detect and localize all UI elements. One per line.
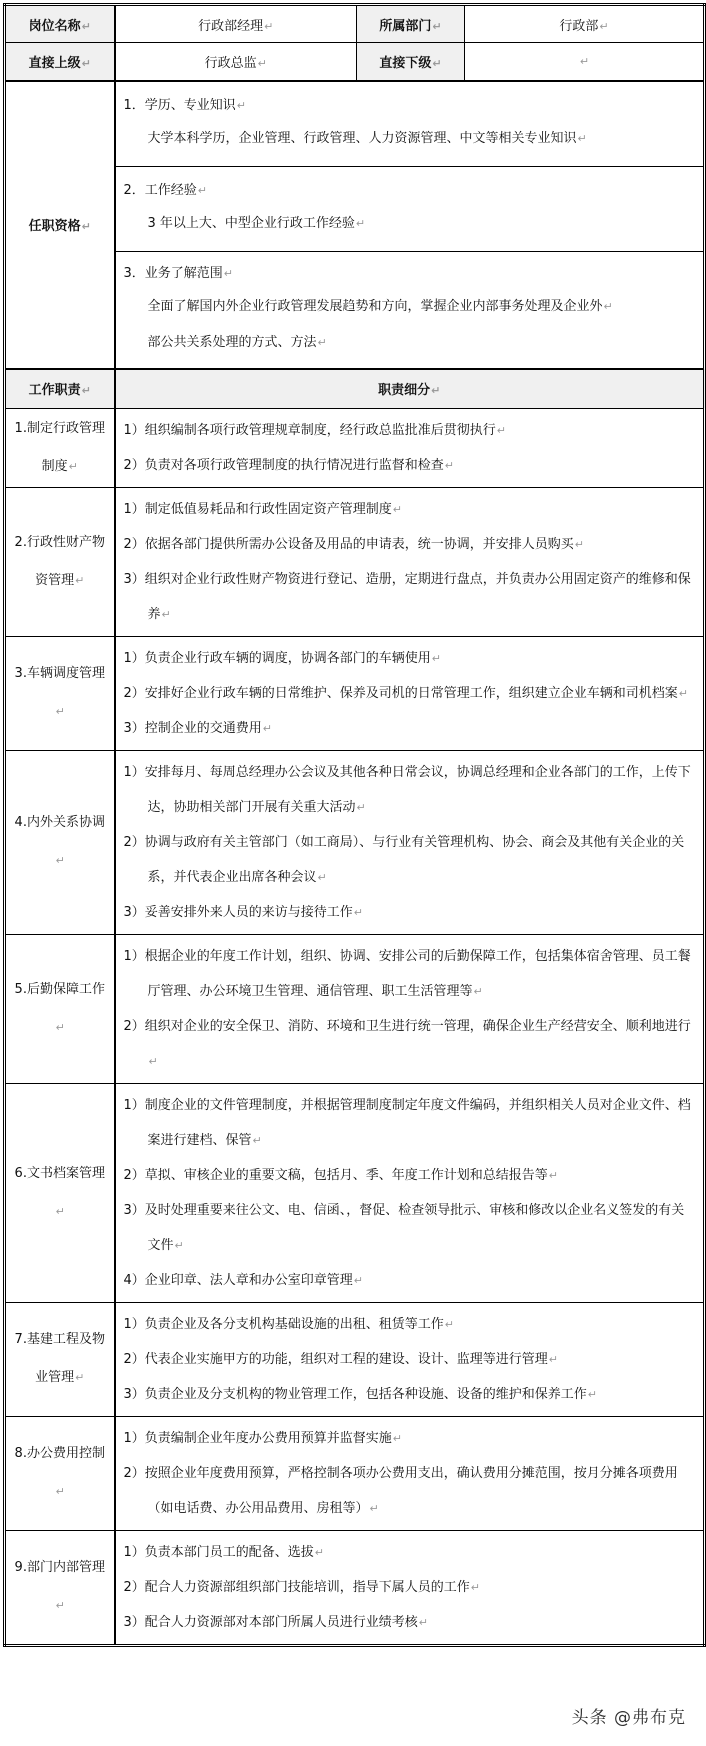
paragraph-mark-icon: ↵ bbox=[432, 56, 442, 70]
duty-name-cell bbox=[5, 487, 115, 636]
duty-name: 4.内外关系协调 bbox=[14, 815, 105, 830]
paragraph-mark-icon: ↵ bbox=[75, 573, 85, 587]
paragraph-mark-icon: ↵ bbox=[252, 1133, 262, 1147]
duty-name-cell bbox=[5, 750, 115, 934]
paragraph-mark-icon: ↵ bbox=[470, 1580, 480, 1594]
department-value-cell bbox=[465, 5, 705, 43]
paragraph-mark-icon: ↵ bbox=[81, 384, 91, 397]
duty-name: 8.办公费用控制 bbox=[14, 1446, 105, 1461]
qualification-scope bbox=[115, 251, 705, 369]
duty-name-cell bbox=[5, 636, 115, 750]
paragraph-mark-icon: ↵ bbox=[75, 1371, 85, 1384]
paragraph-mark-icon: ↵ bbox=[369, 1501, 379, 1515]
duty-name: 9.部门内部管理 bbox=[14, 1560, 105, 1575]
qualification-experience bbox=[115, 166, 705, 251]
paragraph-mark-icon: ↵ bbox=[81, 56, 91, 70]
department-label: 所属部门 bbox=[379, 18, 432, 34]
paragraph-mark-icon: ↵ bbox=[55, 1485, 65, 1498]
paragraph-mark-icon: ↵ bbox=[473, 984, 483, 998]
duty-item: 3）负责企业及分支机构的物业管理工作，包括各种设施、设备的维护和保养工作↵ bbox=[123, 1386, 597, 1402]
paragraph-mark-icon: ↵ bbox=[444, 1317, 454, 1331]
paragraph-mark-icon: ↵ bbox=[55, 854, 65, 867]
duty-item: 2）负责对各项行政管理制度的执行情况进行监督和检查↵ bbox=[123, 457, 454, 473]
paragraph-mark-icon: ↵ bbox=[236, 98, 246, 112]
duty-name: 3.车辆调度管理 bbox=[14, 666, 105, 681]
paragraph-mark-icon: ↵ bbox=[314, 1545, 324, 1559]
paragraph-mark-icon: ↵ bbox=[432, 19, 442, 33]
duty-item: 1）负责本部门员工的配备、选拔↵ bbox=[123, 1544, 324, 1560]
duty-name: 6.文书档案管理 bbox=[14, 1165, 105, 1181]
subordinate-label: 直接下级 bbox=[379, 55, 432, 71]
duty-row bbox=[5, 1416, 705, 1530]
position-label: 岗位名称 bbox=[28, 18, 81, 34]
duty-item: 1）负责编制企业年度办公费用预算并监督实施↵ bbox=[123, 1430, 402, 1446]
qualification-body: 3 年以上大、中型企业行政工作经验 bbox=[147, 215, 355, 231]
duties-header-row bbox=[5, 369, 705, 409]
paragraph-mark-icon: ↵ bbox=[55, 705, 65, 718]
job-description-table bbox=[3, 3, 706, 1647]
duty-name-cell bbox=[5, 934, 115, 1083]
paragraph-mark-icon: ↵ bbox=[356, 800, 366, 814]
paragraph-mark-icon: ↵ bbox=[197, 183, 207, 197]
qualification-title: 1．学历、专业知识 bbox=[123, 97, 236, 113]
department-value: 行政部 bbox=[559, 18, 599, 34]
duty-row bbox=[5, 487, 705, 636]
duty-item: 3）配合人力资源部对本部门所属人员进行业绩考核↵ bbox=[123, 1614, 428, 1630]
duty-items-cell bbox=[115, 1416, 705, 1530]
duty-name-cell bbox=[5, 1530, 115, 1645]
duty-item: 1）负责企业及各分支机构基础设施的出租、租赁等工作↵ bbox=[123, 1316, 454, 1332]
duty-item: 2）协调与政府有关主管部门（如工商局）、与行业有关管理机构、协会、商会及其他有关企业的关系，并代表企业出席各种会议↵ bbox=[123, 834, 685, 885]
duty-items-cell bbox=[115, 750, 705, 934]
subordinate-label-cell bbox=[357, 43, 465, 81]
header-row-2 bbox=[5, 43, 705, 81]
paragraph-mark-icon: ↵ bbox=[264, 19, 274, 33]
duty-item: 2）配合人力资源部组织部门技能培训，指导下属人员的工作↵ bbox=[123, 1579, 480, 1595]
duty-item: 2）代表企业实施甲方的功能，组织对工程的建设、设计、监理等进行管理↵ bbox=[123, 1351, 558, 1367]
paragraph-mark-icon: ↵ bbox=[574, 537, 584, 551]
duty-items-cell bbox=[115, 636, 705, 750]
duty-items-cell bbox=[115, 1083, 705, 1302]
superior-label: 直接上级 bbox=[28, 55, 81, 71]
paragraph-mark-icon: ↵ bbox=[431, 384, 441, 397]
paragraph-mark-icon: ↵ bbox=[55, 1204, 65, 1218]
paragraph-mark-icon: ↵ bbox=[548, 1168, 558, 1182]
duty-name-cell bbox=[5, 1416, 115, 1530]
paragraph-mark-icon: ↵ bbox=[55, 1599, 65, 1612]
duty-item: 1）制定低值易耗品和行政性固定资产管理制度↵ bbox=[123, 501, 402, 517]
watermark: 头条 @弗布克 bbox=[570, 1703, 688, 1728]
duty-items-cell bbox=[115, 1530, 705, 1645]
duty-item: 3）控制企业的交通费用↵ bbox=[123, 720, 272, 736]
duty-item: 1）负责企业行政车辆的调度，协调各部门的车辆使用↵ bbox=[123, 650, 441, 666]
paragraph-mark-icon: ↵ bbox=[262, 721, 272, 735]
paragraph-mark-icon: ↵ bbox=[257, 56, 267, 70]
duty-name: 资管理 bbox=[35, 572, 75, 588]
department-label-cell bbox=[357, 5, 465, 43]
duties-header-label: 工作职责 bbox=[28, 383, 81, 398]
qualifications-label-cell bbox=[5, 81, 115, 369]
duty-name-cell bbox=[5, 1083, 115, 1302]
duty-items-cell bbox=[115, 487, 705, 636]
paragraph-mark-icon: ↵ bbox=[577, 131, 587, 145]
duty-item: 4）企业印章、法人章和办公室印章管理↵ bbox=[123, 1272, 363, 1288]
paragraph-mark-icon: ↵ bbox=[496, 423, 506, 437]
duty-row bbox=[5, 408, 705, 487]
position-value-cell bbox=[115, 5, 357, 43]
duties-header-right bbox=[115, 369, 705, 409]
qualification-body: 大学本科学历，企业管理、行政管理、人力资源管理、中文等相关专业知识 bbox=[147, 130, 577, 146]
duty-item: 2）依据各部门提供所需办公设备及用品的申请表，统一协调，并安排人员购买↵ bbox=[123, 536, 584, 552]
duty-item: 1）根据企业的年度工作计划，组织、协调、安排公司的后勤保障工作，包括集体宿舍管理、员工餐厅管理、办公环境卫生管理、通信管理、职工生活管理等↵ bbox=[123, 948, 691, 999]
paragraph-mark-icon: ↵ bbox=[55, 1020, 65, 1034]
superior-value: 行政总监 bbox=[204, 55, 257, 71]
paragraph-mark-icon: ↵ bbox=[148, 1054, 158, 1068]
subordinate-value-cell bbox=[465, 43, 705, 81]
qualification-body: 部公共关系处理的方式、方法 bbox=[147, 334, 317, 350]
paragraph-mark-icon: ↵ bbox=[418, 1615, 428, 1629]
paragraph-mark-icon: ↵ bbox=[587, 1387, 597, 1401]
duties-header-left bbox=[5, 369, 115, 409]
duty-name: 7.基建工程及物 bbox=[14, 1332, 105, 1347]
duty-items-cell bbox=[115, 934, 705, 1083]
qualification-education bbox=[115, 81, 705, 167]
paragraph-mark-icon: ↵ bbox=[579, 54, 590, 68]
duty-name: 1.制定行政管理 bbox=[14, 420, 105, 436]
duty-name-cell bbox=[5, 1302, 115, 1416]
duty-name: 制度 bbox=[41, 458, 68, 474]
paragraph-mark-icon: ↵ bbox=[161, 607, 171, 621]
header-row-1 bbox=[5, 5, 705, 43]
paragraph-mark-icon: ↵ bbox=[317, 870, 327, 884]
qualification-title: 2．工作经验 bbox=[123, 182, 197, 198]
paragraph-mark-icon: ↵ bbox=[81, 220, 91, 233]
paragraph-mark-icon: ↵ bbox=[223, 266, 233, 280]
paragraph-mark-icon: ↵ bbox=[174, 1238, 184, 1252]
duty-row bbox=[5, 750, 705, 934]
paragraph-mark-icon: ↵ bbox=[603, 299, 613, 313]
duty-item: 1）安排每月、每周总经理办公会议及其他各种日常会议，协调总经理和企业各部门的工作，上传下达，协助相关部门开展有关重大活动↵ bbox=[123, 764, 691, 815]
position-label-cell bbox=[5, 5, 115, 43]
duty-item: 3）妥善安排外来人员的来访与接待工作↵ bbox=[123, 904, 363, 920]
qualifications-label: 任职资格 bbox=[28, 219, 81, 234]
position-value: 行政部经理 bbox=[198, 18, 264, 34]
duty-item: 1）组织编制各项行政管理规章制度，经行政总监批准后贯彻执行↵ bbox=[123, 422, 506, 438]
paragraph-mark-icon: ↵ bbox=[599, 19, 609, 33]
duty-items-cell bbox=[115, 408, 705, 487]
duty-name: 业管理 bbox=[35, 1370, 75, 1385]
paragraph-mark-icon: ↵ bbox=[548, 1352, 558, 1366]
paragraph-mark-icon: ↵ bbox=[392, 1431, 402, 1445]
duty-row bbox=[5, 1302, 705, 1416]
duty-item: 2）按照企业年度费用预算，严格控制各项办公费用支出，确认费用分摊范围，按月分摊各项费用（如电话费、办公用品费用、房租等）↵ bbox=[123, 1465, 678, 1516]
paragraph-mark-icon: ↵ bbox=[353, 1273, 363, 1287]
paragraph-mark-icon: ↵ bbox=[81, 19, 91, 33]
paragraph-mark-icon: ↵ bbox=[355, 216, 366, 230]
duty-row bbox=[5, 934, 705, 1083]
duty-item: 3）及时处理重要来往公文、电、信函、，督促、检查领导批示、审核和修改以企业名义签发的有关文件↵ bbox=[123, 1202, 685, 1253]
duty-row bbox=[5, 1530, 705, 1645]
paragraph-mark-icon: ↵ bbox=[678, 686, 688, 700]
paragraph-mark-icon: ↵ bbox=[68, 459, 78, 473]
paragraph-mark-icon: ↵ bbox=[444, 458, 454, 472]
paragraph-mark-icon: ↵ bbox=[392, 502, 402, 516]
superior-value-cell bbox=[115, 43, 357, 81]
paragraph-mark-icon: ↵ bbox=[431, 651, 441, 665]
paragraph-mark-icon: ↵ bbox=[353, 905, 363, 919]
paragraph-mark-icon: ↵ bbox=[317, 335, 327, 349]
qualification-row-1 bbox=[5, 81, 705, 167]
duty-name: 2.行政性财产物 bbox=[14, 534, 105, 550]
duty-item: 2）草拟、审核企业的重要文稿，包括月、季、年度工作计划和总结报告等↵ bbox=[123, 1167, 558, 1183]
superior-label-cell bbox=[5, 43, 115, 81]
duty-row bbox=[5, 636, 705, 750]
qualification-body: 全面了解国内外企业行政管理发展趋势和方向，掌握企业内部事务处理及企业外 bbox=[147, 298, 603, 314]
duty-name: 5.后勤保障工作 bbox=[14, 981, 105, 997]
duties-detail-header-label: 职责细分 bbox=[378, 383, 431, 398]
duty-item: 3）组织对企业行政性财产物资进行登记、造册，定期进行盘点，并负责办公用固定资产的维修和保养↵ bbox=[123, 571, 691, 622]
duty-row bbox=[5, 1083, 705, 1302]
duty-item: 2）安排好企业行政车辆的日常维护、保养及司机的日常管理工作，组织建立企业车辆和司机档案↵ bbox=[123, 685, 688, 701]
duty-name-cell bbox=[5, 408, 115, 487]
duty-item: 2）组织对企业的安全保卫、消防、环境和卫生进行统一管理，确保企业生产经营安全、顺利地进行↵ bbox=[123, 1018, 691, 1068]
duty-item: 1）制度企业的文件管理制度，并根据管理制度制定年度文件编码，并组织相关人员对企业文件、档案进行建档、保管↵ bbox=[123, 1097, 691, 1148]
qualification-title: 3．业务了解范围 bbox=[123, 265, 223, 281]
duty-items-cell bbox=[115, 1302, 705, 1416]
